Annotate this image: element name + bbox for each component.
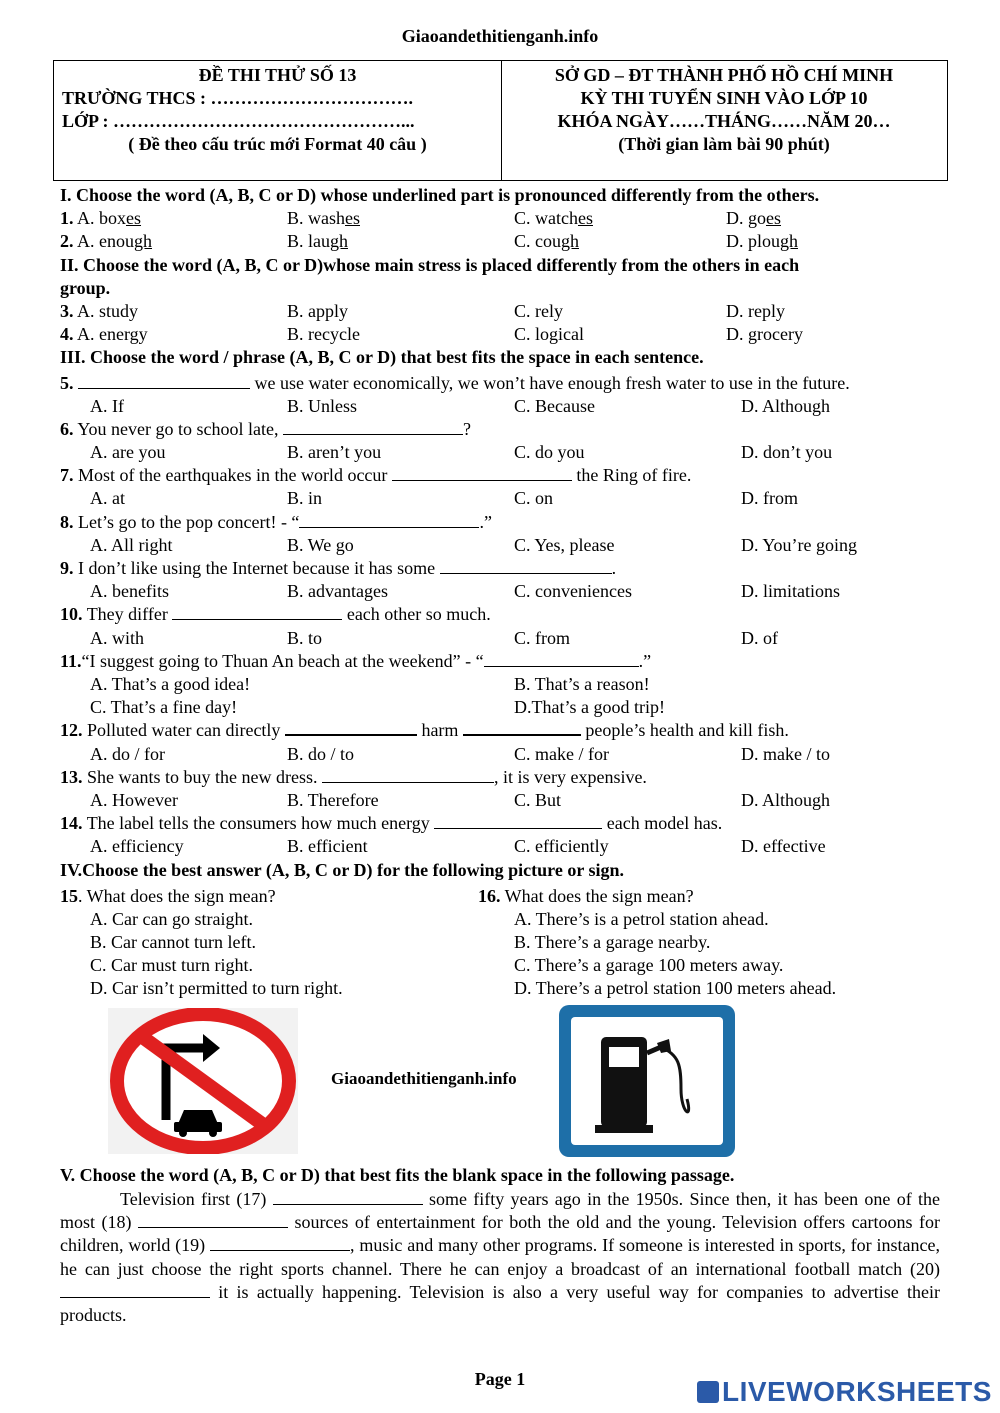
q8-option-a[interactable]: A. All right xyxy=(90,535,173,555)
question-10: 10. They differ each other so much. xyxy=(60,604,491,624)
q5-option-c[interactable]: C. Because xyxy=(514,396,595,416)
no-right-turn-sign xyxy=(108,1008,298,1154)
petrol-station-sign xyxy=(557,1003,737,1159)
q6-option-d[interactable]: D. don’t you xyxy=(741,442,833,462)
q14-option-a[interactable]: A. efficiency xyxy=(90,836,184,856)
question-16: 16. What does the sign mean? xyxy=(478,886,694,906)
q9-option-b[interactable]: B. advantages xyxy=(287,581,388,601)
q15-option-c[interactable]: C. Car must turn right. xyxy=(90,955,253,975)
q16-option-c[interactable]: C. There’s a garage 100 meters away. xyxy=(514,955,784,975)
q5-option-a[interactable]: A. If xyxy=(90,396,124,416)
q9-option-d[interactable]: D. limitations xyxy=(741,581,840,601)
q5-option-d[interactable]: D. Although xyxy=(741,396,831,416)
q9-option-a[interactable]: A. benefits xyxy=(90,581,169,601)
question-14: 14. The label tells the consumers how much energy each model has. xyxy=(60,813,723,833)
q16-option-a[interactable]: A. There’s is a petrol station ahead. xyxy=(514,909,769,929)
class-line: LỚP : …………………………………………... xyxy=(62,111,415,131)
q8-option-c[interactable]: C. Yes, please xyxy=(514,535,615,555)
q6-option-b[interactable]: B. aren’t you xyxy=(287,442,382,462)
q3-option-b[interactable]: B. apply xyxy=(287,301,348,321)
section-4-heading: IV.Choose the best answer (A, B, C or D) for the following picture or sign. xyxy=(60,860,625,880)
q15-option-b[interactable]: B. Car cannot turn left. xyxy=(90,932,256,952)
q10-option-b[interactable]: B. to xyxy=(287,628,323,648)
q13-option-a[interactable]: A. However xyxy=(90,790,178,810)
q7-option-c[interactable]: C. on xyxy=(514,488,554,508)
q15-option-d[interactable]: D. Car isn’t permitted to turn right. xyxy=(90,978,343,998)
q7-option-a[interactable]: A. at xyxy=(90,488,125,508)
liveworksheets-badge-icon xyxy=(697,1381,719,1403)
liveworksheets-logo[interactable]: LIVEWORKSHEETS xyxy=(697,1376,992,1408)
question-3: 3. A. study xyxy=(60,301,139,321)
exam-header-box xyxy=(53,60,948,181)
q10-option-a[interactable]: A. with xyxy=(90,628,144,648)
section-2-heading: II. Choose the word (A, B, C or D)whose main stress is placed differently from the others in each xyxy=(60,255,800,275)
exam-duration: (Thời gian làm bài 90 phút) xyxy=(618,134,830,154)
page-number: Page 1 xyxy=(474,1369,526,1389)
q15-option-a[interactable]: A. Car can go straight. xyxy=(90,909,253,929)
question-11: 11.“I suggest going to Thuan An beach at the weekend” - “ .” xyxy=(60,651,652,671)
question-6: 6. You never go to school late, ? xyxy=(60,419,471,439)
q4-option-d[interactable]: D. grocery xyxy=(726,324,803,344)
q10-option-d[interactable]: D. of xyxy=(741,628,778,648)
section-5-heading: V. Choose the word (A, B, C or D) that best fits the blank space in the following passage. xyxy=(60,1165,735,1185)
section-2-heading-cont: group. xyxy=(60,278,111,298)
school-line: TRƯỜNG THCS : ……………………………. xyxy=(62,88,414,108)
q10-option-c[interactable]: C. from xyxy=(514,628,570,648)
q11-option-c[interactable]: C. That’s a fine day! xyxy=(90,697,238,717)
q13-option-d[interactable]: D. Although xyxy=(741,790,831,810)
q12-option-b[interactable]: B. do / to xyxy=(287,744,355,764)
q2-option-d[interactable]: D. plough xyxy=(726,231,798,251)
q14-option-c[interactable]: C. efficiently xyxy=(514,836,609,856)
question-2: 2. A. enough xyxy=(60,231,153,251)
q2-option-c[interactable]: C. cough xyxy=(514,231,579,251)
q13-option-b[interactable]: B. Therefore xyxy=(287,790,379,810)
q14-option-d[interactable]: D. effective xyxy=(741,836,826,856)
question-13: 13. She wants to buy the new dress. , it is very expensive. xyxy=(60,767,647,787)
q3-option-c[interactable]: C. rely xyxy=(514,301,563,321)
q3-option-d[interactable]: D. reply xyxy=(726,301,785,321)
q2-option-b[interactable]: B. laugh xyxy=(287,231,348,251)
exam-date: KHÓA NGÀY……THÁNG……NĂM 20… xyxy=(557,111,891,131)
question-4: 4. A. energy xyxy=(60,324,148,344)
q8-option-d[interactable]: D. You’re going xyxy=(741,535,858,555)
q12-option-a[interactable]: A. do / for xyxy=(90,744,165,764)
question-9: 9. I don’t like using the Internet because it has some . xyxy=(60,558,617,578)
format-note: ( Đề theo cấu trúc mới Format 40 câu ) xyxy=(128,134,427,154)
exam-number: ĐỀ THI THỬ SỐ 13 xyxy=(198,65,357,85)
q8-option-b[interactable]: B. We go xyxy=(287,535,354,555)
reading-passage: Television first (17) some fifty years ago in the 1950s. Since then, it has been one of the most (18) sources of entertainment for both the old and the young. Television offers cartoons for children, world (19) , music and many other programs. If someone is interested in sports, for instance, he can just choose the right sports channel. There he can enjoy a broadcast of an international football match (20) it is actually happening. Television is also a very useful way for companies to advertise their products. xyxy=(60,1189,941,1326)
question-7: 7. Most of the earthquakes in the world occur the Ring of fire. xyxy=(60,465,692,485)
q12-option-d[interactable]: D. make / to xyxy=(741,744,830,764)
q11-option-d[interactable]: D.That’s a good trip! xyxy=(514,697,665,717)
q16-option-b[interactable]: B. There’s a garage nearby. xyxy=(514,932,711,952)
question-5: 5. we use water economically, we won’t have enough fresh water to use in the future. xyxy=(60,373,850,393)
q5-option-b[interactable]: B. Unless xyxy=(287,396,358,416)
q6-option-a[interactable]: A. are you xyxy=(90,442,166,462)
q16-option-d[interactable]: D. There’s a petrol station 100 meters ahead. xyxy=(514,978,837,998)
site-title: Giaoandethitienganh.info xyxy=(401,26,599,46)
q1-option-c[interactable]: C. watches xyxy=(514,208,593,228)
q6-option-c[interactable]: C. do you xyxy=(514,442,585,462)
q7-option-d[interactable]: D. from xyxy=(741,488,798,508)
q12-option-c[interactable]: C. make / for xyxy=(514,744,609,764)
q14-option-b[interactable]: B. efficient xyxy=(287,836,368,856)
question-12: 12. Polluted water can directly harm people’s health and kill fish. xyxy=(60,720,789,740)
section-3-heading: III. Choose the word / phrase (A, B, C or D) that best fits the space in each sentence. xyxy=(60,347,704,367)
question-8: 8. Let’s go to the pop concert! - “ .” xyxy=(60,512,492,532)
q1-option-d[interactable]: D. goes xyxy=(726,208,781,228)
q9-option-c[interactable]: C. conveniences xyxy=(514,581,632,601)
q11-option-a[interactable]: A. That’s a good idea! xyxy=(90,674,251,694)
department: SỞ GD – ĐT THÀNH PHỐ HỒ CHÍ MINH xyxy=(554,65,894,85)
question-15: 15. What does the sign mean? xyxy=(60,886,276,906)
question-1: 1. A. boxes xyxy=(60,208,142,228)
q1-option-b[interactable]: B. washes xyxy=(287,208,360,228)
q4-option-b[interactable]: B. recycle xyxy=(287,324,360,344)
q13-option-c[interactable]: C. But xyxy=(514,790,562,810)
q4-option-c[interactable]: C. logical xyxy=(514,324,584,344)
q7-option-b[interactable]: B. in xyxy=(287,488,323,508)
exam-name: KỲ THI TUYỂN SINH VÀO LỚP 10 xyxy=(580,88,868,108)
watermark-text: Giaoandethitienganh.info xyxy=(331,1069,517,1088)
q11-option-b[interactable]: B. That’s a reason! xyxy=(514,674,650,694)
section-1-heading: I. Choose the word (A, B, C or D) whose underlined part is pronounced differently from the others. xyxy=(60,185,820,205)
